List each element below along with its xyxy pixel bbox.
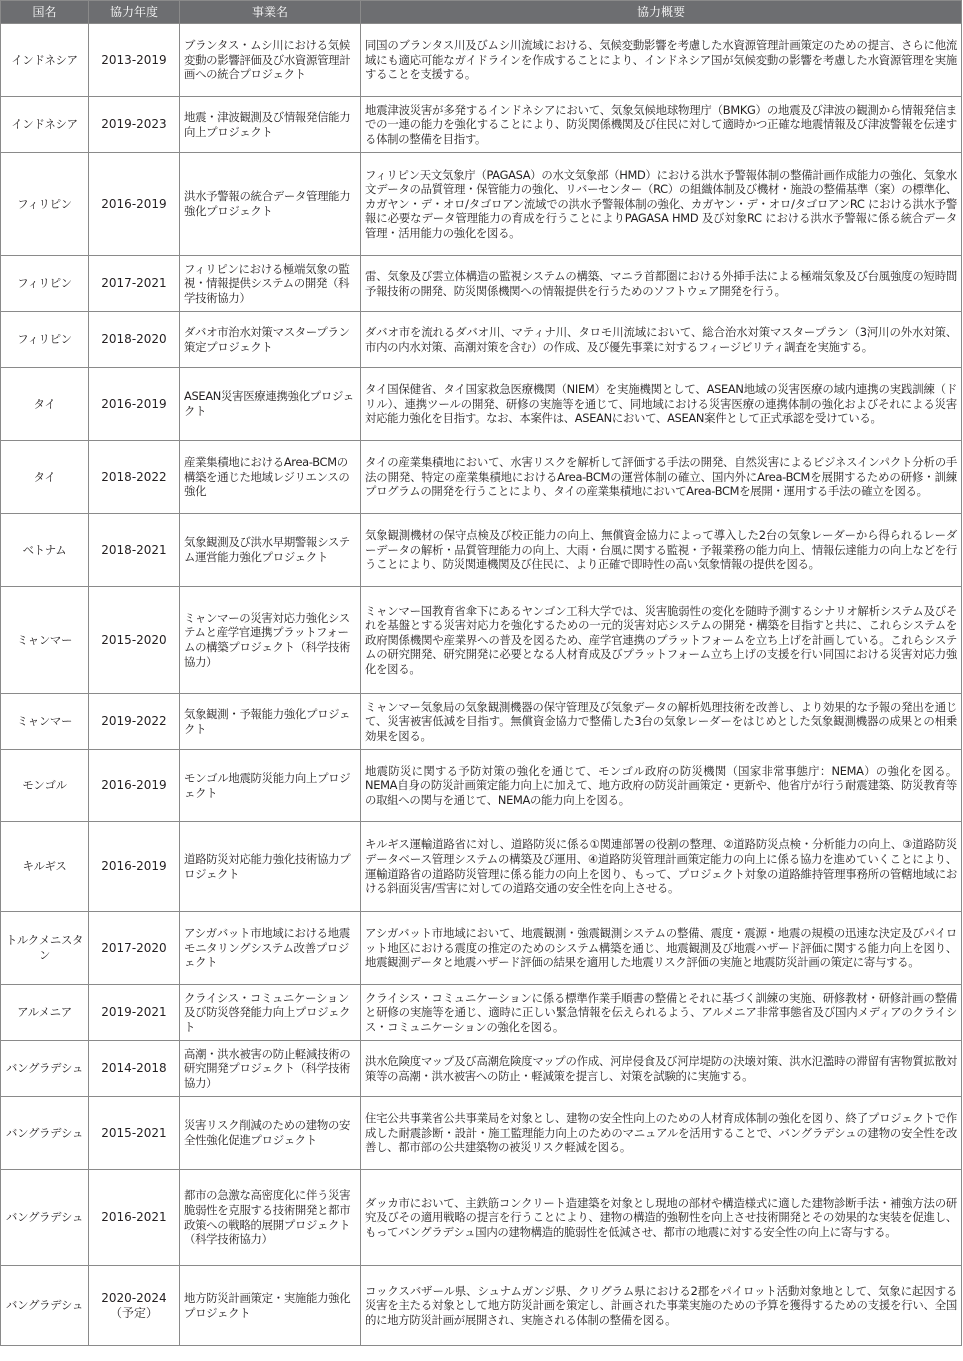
years-cell: 2018-2021 [89,514,180,587]
table-row [1,1041,962,1097]
summary-cell: ミャンマー国教育省傘下にあるヤンゴン工科大学では、災害脆弱性の変化を随時予測するシナリオ解析システム及びそれを基盤とする災害対応力を強化するための一元的災害対応システムの開発・構築を目指すと共に、これらシステムを政府関係機関や産業界への普及を図るため、産学官連携のプラットフォームを立ち上げを計画している。これらシステムの研究開発、研究開発に必要となる人材育成及びプラットフォーム立ち上げの支援を行い同国における災害対応力強化を図る。 [361,587,962,694]
table-row [1,256,962,312]
years-cell [89,1266,180,1346]
header-years: 協力年度 [89,1,180,24]
summary-cell: 地震津波災害が多発するインドネシアにおいて、気象気候地球物理庁（BMKG）の地震及び津波の観測から情報発信までの一連の能力を強化することにより、防災関係機関及び住民に対して適時かつ正確な地震情報及び津波警報を伝達する体制の整備を目指す。 [361,97,962,153]
header-project: 事業名 [180,1,361,24]
summary-cell: キルギス運輸道路省に対し、道路防災に係る①関連部署の役割の整理、②道路防災点検・分析能力の向上、③道路防災データベース管理システムの構築及び運用、④道路防災管理計画策定能力の向上に係る協力を進めていくことにより、運輸道路省の道路防災管理に係る能力の向上を図り、もって、プロジェクト対象の道路維持管理事務所の管轄地域における斜面災害/雪害に対しての道路交通の安全性を向上させる。 [361,822,962,912]
summary-cell: ダッカ市において、主鉄筋コンクリート造建築を対象とし現地の部材や構造様式に適した建物診断手法・補強方法の研究及びその適用戦略の提言を行うことにより、建物の構造的強靭性を向上させ技術開発とその効果的な実装を促進し、もってバングラデシュ国内の建物構造的脆弱性を低減させ、都市の地震に対する安全性の向上に寄与する。 [361,1170,962,1266]
project-cell: 気象観測・予報能力強化プロジェクト [180,694,361,750]
country-cell: タイ [1,441,89,514]
project-cell: 高潮・洪水被害の防止軽減技術の研究開発プロジェクト（科学技術協力） [180,1041,361,1097]
country-cell: インドネシア [1,97,89,153]
table-row [1,822,962,912]
years-cell: 2017-2020 [89,912,180,985]
summary-cell: ダバオ市を流れるダバオ川、マティナ川、タロモ川流域において、総合治水対策マスタープラン（3河川の外水対策、市内の内水対策、高潮対策を含む）の作成、及び優先事業に対するフィージビリティ調査を実施する。 [361,312,962,368]
project-cell: モンゴル地震防災能力向上プロジェクト [180,750,361,822]
years-value: 2020-2024 [101,1290,167,1305]
years-cell: 2019-2023 [89,97,180,153]
project-cell: 都市の急激な高密度化に伴う災害脆弱性を克服する技術開発と都市政策への戦略的展開プロジェクト（科学技術協力） [180,1170,361,1266]
country-cell: バングラデシュ [1,1266,89,1346]
country-cell: バングラデシュ [1,1041,89,1097]
summary-cell: タイ国保健省、タイ国家救急医療機関（NIEM）を実施機関として、ASEAN地域の災害医療の域内連携の実践訓練（ドリル）、連携ツールの開発、研修の実施等を通じて、同地域における災害医療の連携体制の強化およびそれによる災害対応能力強化を目指す。なお、本案件は、ASEANにおいて、ASEAN案件として正式承認を受けている。 [361,368,962,441]
table-row [1,750,962,822]
project-cell: ASEAN災害医療連携強化プロジェクト [180,368,361,441]
years-cell: 2017-2021 [89,256,180,312]
years-cell: 2014-2018 [89,1041,180,1097]
table-row [1,24,962,97]
table-row [1,97,962,153]
table-row [1,1266,962,1346]
project-cell: ブランタス・ムシ川における気候変動の影響評価及び水資源管理計画への統合プロジェクト [180,24,361,97]
project-cell: 産業集積地におけるArea-BCMの構築を通じた地域レジリエンスの強化 [180,441,361,514]
summary-cell: 洪水危険度マップ及び高潮危険度マップの作成、河岸侵食及び河岸堤防の決壊対策、洪水氾濫時の滞留有害物質拡散対策等の高潮・洪水被害への防止・軽減策を提言し、対策を試験的に実施する。 [361,1041,962,1097]
country-cell: キルギス [1,822,89,912]
table-row [1,1097,962,1170]
table-row [1,694,962,750]
years-cell: 2013-2019 [89,24,180,97]
summary-cell: クライシス・コミュニケーションに係る標準作業手順書の整備とそれに基づく訓練の実施、研修教材・研修計画の整備と研修の実施等を通じ、適時に正しい緊急情報を伝えられるよう、アルメニア非常事態省及び国内メディアのクライシス・コミュニケーションの強化を図る。 [361,985,962,1041]
project-cell: 地方防災計画策定・実施能力強化プロジェクト [180,1266,361,1346]
header-country: 国名 [1,1,89,24]
summary-cell: 住宅公共事業省公共事業局を対象とし、建物の安全性向上のための人材育成体制の強化を図り、終了プロジェクトで作成した耐震診断・設計・施工監理能力向上のためのマニュアルを活用することで、バングラデシュの建物の安全性を改善し、都市部の公共建築物の被災リスク軽減を図る。 [361,1097,962,1170]
table-row [1,985,962,1041]
country-cell: ベトナム [1,514,89,587]
header-summary: 協力概要 [361,1,962,24]
project-cell: ミャンマーの災害対応力強化システムと産学官連携プラットフォームの構築プロジェクト（科学技術協力） [180,587,361,694]
project-cell: フィリピンにおける極端気象の監視・情報提供システムの開発（科学技術協力） [180,256,361,312]
country-cell: タイ [1,368,89,441]
country-cell: バングラデシュ [1,1170,89,1266]
project-cell: 地震・津波観測及び情報発信能力向上プロジェクト [180,97,361,153]
table-row [1,312,962,368]
header-row [1,1,962,24]
country-cell: アルメニア [1,985,89,1041]
summary-cell: 地震防災に関する予防対策の強化を通じて、モンゴル政府の防災機関（国家非常事態庁：NEMA）の強化を図る。NEMA自身の防災計画策定能力向上に加えて、地方政府の防災計画策定・更新や、他省庁が行う耐震建築、防災教育等の取組への関与を通じて、NEMAの能力向上を図る。 [361,750,962,822]
country-cell: ミャンマー [1,587,89,694]
years-cell: 2018-2020 [89,312,180,368]
table-row [1,912,962,985]
years-cell: 2019-2021 [89,985,180,1041]
summary-cell: タイの産業集積地において、水害リスクを解析して評価する手法の開発、自然災害によるビジネスインパクト分析の手法の開発、特定の産業集積地におけるArea-BCMの運営体制の確立、国内外にArea-BCMを展開するための研修・訓練プログラムの開発を行うことにより、タイの産業集積地においてArea-BCMを展開・運用する手法の確立を図る。 [361,441,962,514]
project-cell: ダバオ市治水対策マスタープラン策定プロジェクト [180,312,361,368]
years-cell: 2016-2019 [89,822,180,912]
country-cell: インドネシア [1,24,89,97]
country-cell: トルクメニスタン [1,912,89,985]
summary-cell: 気象観測機材の保守点検及び校正能力の向上、無償資金協力によって導入した2台の気象レーダーから得られるレーダーデータの解析・品質管理能力の向上、大雨・台風に関する監視・予報業務の能力向上、情報伝達能力の向上などを行うことにより、防災関連機関及び住民に、より正確で即時性の高い気象情報の提供を図る。 [361,514,962,587]
years-cell: 2016-2019 [89,153,180,256]
table-row [1,441,962,514]
country-cell: バングラデシュ [1,1097,89,1170]
years-cell: 2019-2022 [89,694,180,750]
years-cell: 2015-2021 [89,1097,180,1170]
project-cell: クライシス・コミュニケーション及び防災啓発能力向上プロジェクト [180,985,361,1041]
years-cell: 2018-2022 [89,441,180,514]
country-cell: モンゴル [1,750,89,822]
summary-cell: 同国のブランタス川及びムシ川流域における、気候変動影響を考慮した水資源管理計画策定のための提言、さらに他流域にも適応可能なガイドラインを作成することにより、インドネシア国が気候変動の影響を考慮した水資源管理を実施することを支援する。 [361,24,962,97]
project-cell: アシガバット市地域における地震モニタリングシステム改善プロジェクト [180,912,361,985]
project-cell: 道路防災対応能力強化技術協力プロジェクト [180,822,361,912]
years-cell: 2016-2019 [89,368,180,441]
table-row [1,153,962,256]
country-cell: ミャンマー [1,694,89,750]
project-cell: 災害リスク削減のための建物の安全性強化促進プロジェクト [180,1097,361,1170]
project-cell: 気象観測及び洪水早期警報システム運営能力強化プロジェクト [180,514,361,587]
project-cell: 洪水予警報の統合データ管理能力強化プロジェクト [180,153,361,256]
summary-cell: ミャンマー気象局の気象観測機器の保守管理及び気象データの解析処理技術を改善し、より効果的な予報の発出を通じて、災害被害低減を目指す。無償資金協力で整備した3台の気象レーダーをはじめとした気象観測機器の成果との相乗効果を図る。 [361,694,962,750]
summary-cell: コックスバザール県、シュナムガンジ県、クリグラム県における2郡をパイロット活動対象地として、気象に起因する災害を主たる対象として地方防災計画を策定し、計画された事業実施のための予算を獲得するための支援を行い、全国的に地方防災計画が展開され、実施される体制の整備を図る。 [361,1266,962,1346]
summary-cell: 雷、気象及び雲立体構造の監視システムの構築、マニラ首都圏における外挿手法による極端気象及び台風強度の短時間予報技術の開発、防災関係機関への情報提供を行うためのソフトウェア開発を行う。 [361,256,962,312]
summary-cell: アシガバット市地域において、地震観測・強震観測システムの整備、震度・震源・地震の規模の迅速な決定及びパイロット地区における震度の推定のためのシステム構築を通じ、地震観測及び地震ハザード評価に関する能力向上を図り、地震観測データと地震ハザード評価の結果を適用した地震リスク評価の実施と地震防災計画の策定に寄与する。 [361,912,962,985]
table-row [1,368,962,441]
country-cell: フィリピン [1,312,89,368]
years-cell: 2016-2021 [89,1170,180,1266]
table-row [1,1170,962,1266]
years-cell: 2016-2019 [89,750,180,822]
years-note: （予定） [109,1305,158,1320]
country-cell: フィリピン [1,153,89,256]
country-cell: フィリピン [1,256,89,312]
summary-cell: フィリピン天文気象庁（PAGASA）の水文気象部（HMD）における洪水予警報体制の整備計画作成能力の強化、気象水文データの品質管理・保管能力の強化、リバーセンター（RC）の組織体制及び機材・施設の整備基準（案）の標準化、カガヤン・デ・オロ/タゴロアン流域での洪水予警報体制の強化、カガヤン・デ・オロ/タゴロアンRC における洪水予警報に必要なデータ管理能力の育成を行うことによりPAGASA HMD 及び対象RC における洪水予警報に係る統合データ管理・活用能力の強化を図る。 [361,153,962,256]
years-cell: 2015-2020 [89,587,180,694]
table-row [1,587,962,694]
table-row [1,514,962,587]
